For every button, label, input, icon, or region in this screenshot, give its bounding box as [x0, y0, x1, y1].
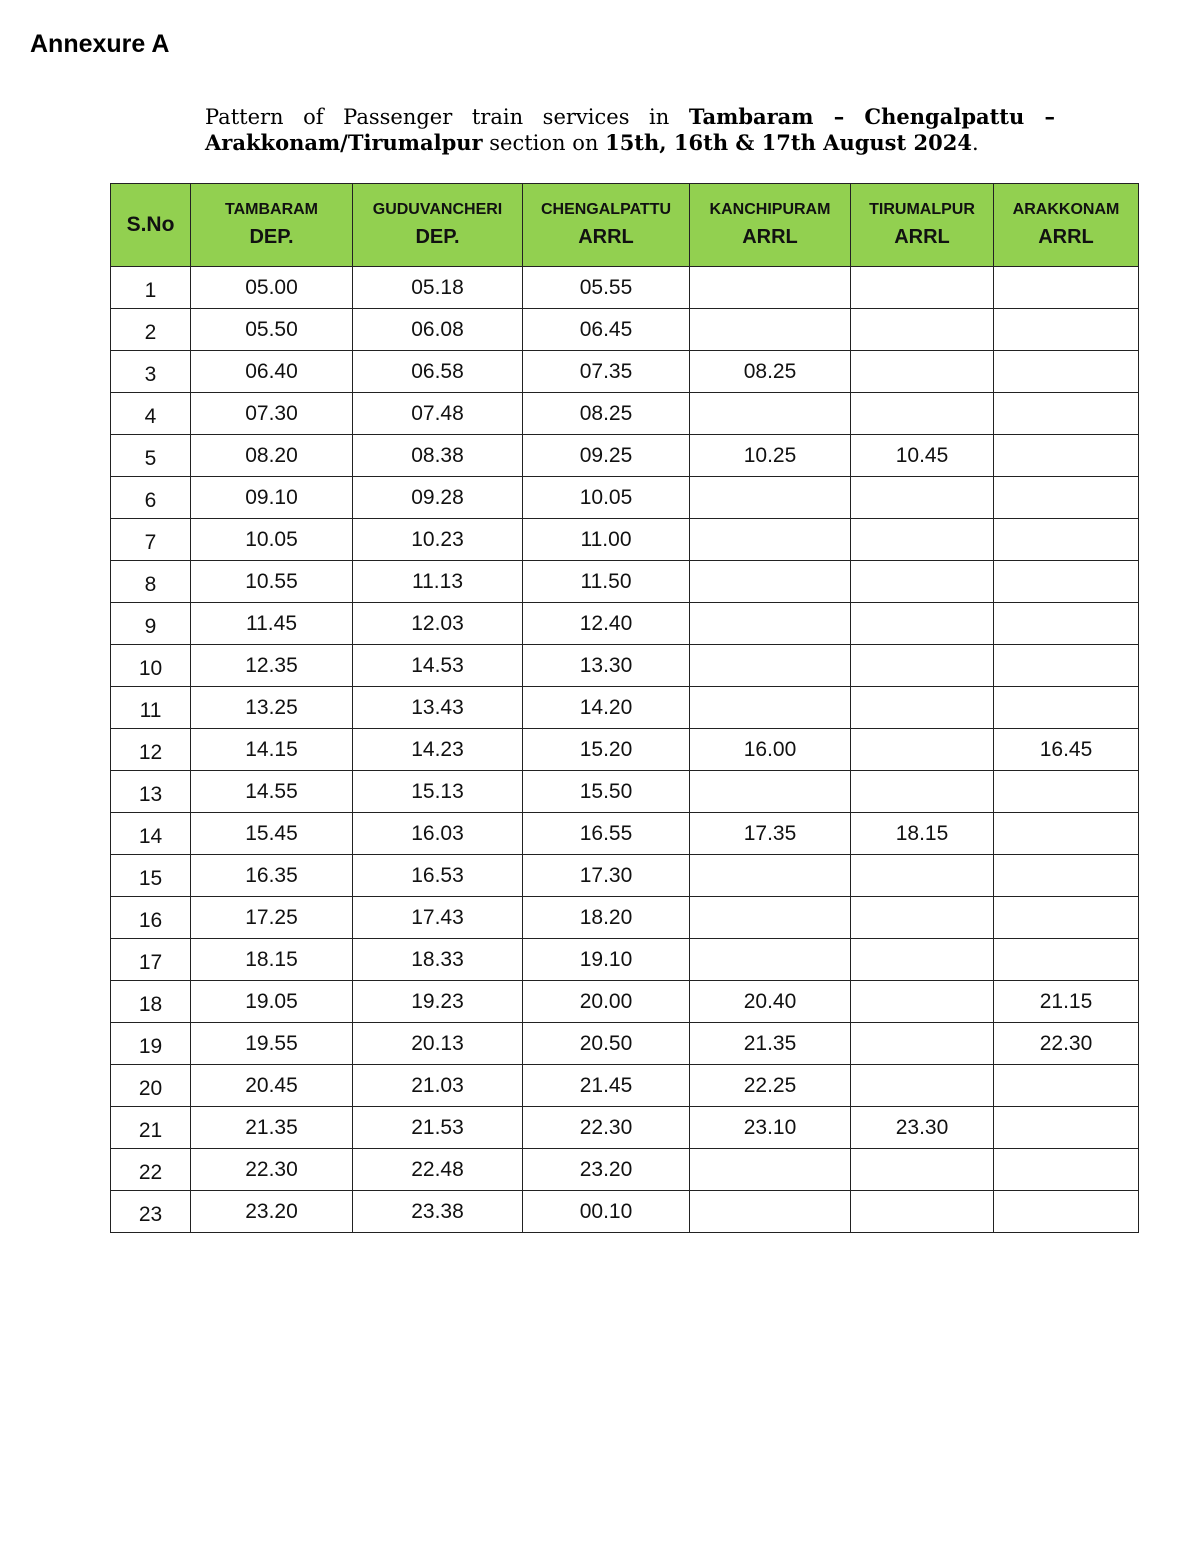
header-chengalpattu [523, 184, 690, 267]
table-row [111, 393, 1139, 435]
header-station: KANCHIPURAM [709, 201, 831, 218]
table-row [111, 981, 1139, 1023]
guduvancheri-dep-cell: 17.43 [353, 897, 523, 939]
kanchipuram-arrl-cell [690, 267, 851, 309]
tambaram-dep-cell: 08.20 [191, 435, 353, 477]
table-row [111, 351, 1139, 393]
tirumalpur-arrl-cell [851, 1191, 994, 1233]
chengalpattu-arrl-cell: 18.20 [523, 897, 690, 939]
header-type: ARRL [742, 226, 798, 248]
arakkonam-arrl-cell: 16.45 [994, 729, 1139, 771]
arakkonam-arrl-cell [994, 855, 1139, 897]
intro-section-name: Tambaram – Chengalpattu – Arakkonam/Tirumalpur [205, 104, 1055, 155]
sno-cell: 12 [111, 729, 191, 771]
tirumalpur-arrl-cell [851, 309, 994, 351]
table-row [111, 855, 1139, 897]
kanchipuram-arrl-cell: 22.25 [690, 1065, 851, 1107]
tambaram-dep-cell: 22.30 [191, 1149, 353, 1191]
kanchipuram-arrl-cell: 17.35 [690, 813, 851, 855]
guduvancheri-dep-cell: 13.43 [353, 687, 523, 729]
tambaram-dep-cell: 10.05 [191, 519, 353, 561]
tirumalpur-arrl-cell: 10.45 [851, 435, 994, 477]
guduvancheri-dep-cell: 07.48 [353, 393, 523, 435]
kanchipuram-arrl-cell [690, 561, 851, 603]
table-row [111, 939, 1139, 981]
sno-cell: 19 [111, 1023, 191, 1065]
kanchipuram-arrl-cell [690, 1149, 851, 1191]
table-row [111, 1191, 1139, 1233]
chengalpattu-arrl-cell: 22.30 [523, 1107, 690, 1149]
tirumalpur-arrl-cell [851, 477, 994, 519]
sno-cell: 11 [111, 687, 191, 729]
tirumalpur-arrl-cell [851, 393, 994, 435]
chengalpattu-arrl-cell: 15.20 [523, 729, 690, 771]
table-row [111, 771, 1139, 813]
arakkonam-arrl-cell [994, 939, 1139, 981]
sno-cell: 9 [111, 603, 191, 645]
kanchipuram-arrl-cell [690, 645, 851, 687]
tambaram-dep-cell: 21.35 [191, 1107, 353, 1149]
chengalpattu-arrl-cell: 14.20 [523, 687, 690, 729]
tambaram-dep-cell: 13.25 [191, 687, 353, 729]
table-row [111, 1023, 1139, 1065]
header-station: ARAKKONAM [1012, 201, 1120, 218]
tambaram-dep-cell: 11.45 [191, 603, 353, 645]
guduvancheri-dep-cell: 08.38 [353, 435, 523, 477]
guduvancheri-dep-cell: 16.53 [353, 855, 523, 897]
arakkonam-arrl-cell [994, 561, 1139, 603]
header-station: TIRUMALPUR [869, 201, 975, 218]
tirumalpur-arrl-cell [851, 855, 994, 897]
tirumalpur-arrl-cell [851, 771, 994, 813]
table-row [111, 645, 1139, 687]
tambaram-dep-cell: 14.15 [191, 729, 353, 771]
chengalpattu-arrl-cell: 08.25 [523, 393, 690, 435]
arakkonam-arrl-cell [994, 435, 1139, 477]
kanchipuram-arrl-cell: 21.35 [690, 1023, 851, 1065]
sno-header: S.No [111, 184, 191, 267]
arakkonam-arrl-cell [994, 1065, 1139, 1107]
table-row [111, 729, 1139, 771]
timetable-body [111, 267, 1139, 1233]
tirumalpur-arrl-cell [851, 1149, 994, 1191]
tambaram-dep-cell: 18.15 [191, 939, 353, 981]
header-kanchipuram [690, 184, 851, 267]
header-guduvancheri [353, 184, 523, 267]
guduvancheri-dep-cell: 10.23 [353, 519, 523, 561]
kanchipuram-arrl-cell [690, 519, 851, 561]
kanchipuram-arrl-cell [690, 897, 851, 939]
tirumalpur-arrl-cell [851, 561, 994, 603]
intro-dates: 15th, 16th & 17th August 2024 [605, 130, 972, 155]
sno-cell: 14 [111, 813, 191, 855]
guduvancheri-dep-cell: 11.13 [353, 561, 523, 603]
guduvancheri-dep-cell: 21.03 [353, 1065, 523, 1107]
tambaram-dep-cell: 05.00 [191, 267, 353, 309]
sno-cell: 7 [111, 519, 191, 561]
table-row [111, 435, 1139, 477]
arakkonam-arrl-cell [994, 813, 1139, 855]
tirumalpur-arrl-cell [851, 267, 994, 309]
header-tirumalpur [851, 184, 994, 267]
sno-cell: 6 [111, 477, 191, 519]
kanchipuram-arrl-cell [690, 603, 851, 645]
tambaram-dep-cell: 20.45 [191, 1065, 353, 1107]
guduvancheri-dep-cell: 21.53 [353, 1107, 523, 1149]
table-row [111, 1149, 1139, 1191]
header-row [111, 184, 1139, 267]
table-row [111, 519, 1139, 561]
sno-cell: 15 [111, 855, 191, 897]
kanchipuram-arrl-cell [690, 1191, 851, 1233]
sno-cell: 20 [111, 1065, 191, 1107]
table-row [111, 561, 1139, 603]
sno-cell: 5 [111, 435, 191, 477]
guduvancheri-dep-cell: 19.23 [353, 981, 523, 1023]
chengalpattu-arrl-cell: 00.10 [523, 1191, 690, 1233]
tambaram-dep-cell: 19.55 [191, 1023, 353, 1065]
intro-paragraph [205, 104, 1055, 156]
chengalpattu-arrl-cell: 07.35 [523, 351, 690, 393]
sno-cell: 4 [111, 393, 191, 435]
sno-cell: 1 [111, 267, 191, 309]
guduvancheri-dep-cell: 06.08 [353, 309, 523, 351]
tirumalpur-arrl-cell [851, 645, 994, 687]
chengalpattu-arrl-cell: 15.50 [523, 771, 690, 813]
sno-cell: 16 [111, 897, 191, 939]
kanchipuram-arrl-cell: 20.40 [690, 981, 851, 1023]
header-type: ARRL [578, 226, 634, 248]
kanchipuram-arrl-cell [690, 939, 851, 981]
guduvancheri-dep-cell: 12.03 [353, 603, 523, 645]
table-row [111, 477, 1139, 519]
arakkonam-arrl-cell [994, 897, 1139, 939]
header-tambaram [191, 184, 353, 267]
chengalpattu-arrl-cell: 20.00 [523, 981, 690, 1023]
sno-cell: 3 [111, 351, 191, 393]
arakkonam-arrl-cell [994, 267, 1139, 309]
sno-cell: 22 [111, 1149, 191, 1191]
arakkonam-arrl-cell [994, 771, 1139, 813]
chengalpattu-arrl-cell: 20.50 [523, 1023, 690, 1065]
tirumalpur-arrl-cell [851, 519, 994, 561]
chengalpattu-arrl-cell: 16.55 [523, 813, 690, 855]
tirumalpur-arrl-cell [851, 1065, 994, 1107]
chengalpattu-arrl-cell: 17.30 [523, 855, 690, 897]
sno-cell: 17 [111, 939, 191, 981]
kanchipuram-arrl-cell [690, 309, 851, 351]
intro-text-3: . [971, 131, 979, 155]
guduvancheri-dep-cell: 22.48 [353, 1149, 523, 1191]
chengalpattu-arrl-cell: 11.00 [523, 519, 690, 561]
guduvancheri-dep-cell: 15.13 [353, 771, 523, 813]
chengalpattu-arrl-cell: 06.45 [523, 309, 690, 351]
tambaram-dep-cell: 05.50 [191, 309, 353, 351]
arakkonam-arrl-cell [994, 645, 1139, 687]
chengalpattu-arrl-cell: 19.10 [523, 939, 690, 981]
header-station: GUDUVANCHERI [372, 201, 503, 218]
table-row [111, 267, 1139, 309]
tirumalpur-arrl-cell [851, 897, 994, 939]
tambaram-dep-cell: 15.45 [191, 813, 353, 855]
guduvancheri-dep-cell: 23.38 [353, 1191, 523, 1233]
tambaram-dep-cell: 06.40 [191, 351, 353, 393]
guduvancheri-dep-cell: 14.23 [353, 729, 523, 771]
tirumalpur-arrl-cell [851, 939, 994, 981]
kanchipuram-arrl-cell [690, 855, 851, 897]
guduvancheri-dep-cell: 14.53 [353, 645, 523, 687]
tirumalpur-arrl-cell: 18.15 [851, 813, 994, 855]
header-arakkonam [994, 184, 1139, 267]
chengalpattu-arrl-cell: 09.25 [523, 435, 690, 477]
tambaram-dep-cell: 09.10 [191, 477, 353, 519]
tambaram-dep-cell: 10.55 [191, 561, 353, 603]
tambaram-dep-cell: 07.30 [191, 393, 353, 435]
chengalpattu-arrl-cell: 13.30 [523, 645, 690, 687]
tambaram-dep-cell: 19.05 [191, 981, 353, 1023]
tirumalpur-arrl-cell [851, 603, 994, 645]
kanchipuram-arrl-cell [690, 771, 851, 813]
chengalpattu-arrl-cell: 11.50 [523, 561, 690, 603]
chengalpattu-arrl-cell: 12.40 [523, 603, 690, 645]
tirumalpur-arrl-cell: 23.30 [851, 1107, 994, 1149]
intro-text-2: section on [482, 131, 606, 155]
chengalpattu-arrl-cell: 23.20 [523, 1149, 690, 1191]
timetable [110, 183, 1139, 1233]
kanchipuram-arrl-cell: 16.00 [690, 729, 851, 771]
tirumalpur-arrl-cell [851, 351, 994, 393]
tambaram-dep-cell: 12.35 [191, 645, 353, 687]
kanchipuram-arrl-cell [690, 393, 851, 435]
tambaram-dep-cell: 14.55 [191, 771, 353, 813]
arakkonam-arrl-cell: 22.30 [994, 1023, 1139, 1065]
chengalpattu-arrl-cell: 21.45 [523, 1065, 690, 1107]
table-row [111, 813, 1139, 855]
tirumalpur-arrl-cell [851, 981, 994, 1023]
guduvancheri-dep-cell: 05.18 [353, 267, 523, 309]
sno-cell: 8 [111, 561, 191, 603]
kanchipuram-arrl-cell [690, 477, 851, 519]
table-row [111, 687, 1139, 729]
guduvancheri-dep-cell: 09.28 [353, 477, 523, 519]
header-type: DEP. [415, 226, 460, 248]
header-station: CHENGALPATTU [540, 201, 672, 218]
tambaram-dep-cell: 23.20 [191, 1191, 353, 1233]
sno-cell: 18 [111, 981, 191, 1023]
arakkonam-arrl-cell [994, 687, 1139, 729]
kanchipuram-arrl-cell [690, 687, 851, 729]
tirumalpur-arrl-cell [851, 687, 994, 729]
header-type: DEP. [249, 226, 294, 248]
annexure-title: Annexure A [30, 30, 170, 58]
table-row [111, 603, 1139, 645]
header-type: ARRL [1038, 226, 1094, 248]
arakkonam-arrl-cell [994, 519, 1139, 561]
table-row [111, 897, 1139, 939]
arakkonam-arrl-cell: 21.15 [994, 981, 1139, 1023]
arakkonam-arrl-cell [994, 351, 1139, 393]
kanchipuram-arrl-cell: 23.10 [690, 1107, 851, 1149]
tirumalpur-arrl-cell [851, 729, 994, 771]
chengalpattu-arrl-cell: 05.55 [523, 267, 690, 309]
guduvancheri-dep-cell: 16.03 [353, 813, 523, 855]
arakkonam-arrl-cell [994, 1191, 1139, 1233]
kanchipuram-arrl-cell: 08.25 [690, 351, 851, 393]
tirumalpur-arrl-cell [851, 1023, 994, 1065]
guduvancheri-dep-cell: 06.58 [353, 351, 523, 393]
arakkonam-arrl-cell [994, 393, 1139, 435]
arakkonam-arrl-cell [994, 603, 1139, 645]
table-row [111, 1107, 1139, 1149]
tambaram-dep-cell: 17.25 [191, 897, 353, 939]
header-type: ARRL [894, 226, 950, 248]
kanchipuram-arrl-cell: 10.25 [690, 435, 851, 477]
arakkonam-arrl-cell [994, 1149, 1139, 1191]
sno-cell: 13 [111, 771, 191, 813]
arakkonam-arrl-cell [994, 477, 1139, 519]
sno-cell: 23 [111, 1191, 191, 1233]
sno-cell: 2 [111, 309, 191, 351]
table-row [111, 1065, 1139, 1107]
guduvancheri-dep-cell: 18.33 [353, 939, 523, 981]
tambaram-dep-cell: 16.35 [191, 855, 353, 897]
arakkonam-arrl-cell [994, 309, 1139, 351]
sno-cell: 10 [111, 645, 191, 687]
header-station: TAMBARAM [224, 201, 318, 218]
intro-text-1: Pattern of Passenger train services in [205, 105, 689, 129]
table-row [111, 309, 1139, 351]
sno-cell: 21 [111, 1107, 191, 1149]
arakkonam-arrl-cell [994, 1107, 1139, 1149]
guduvancheri-dep-cell: 20.13 [353, 1023, 523, 1065]
chengalpattu-arrl-cell: 10.05 [523, 477, 690, 519]
